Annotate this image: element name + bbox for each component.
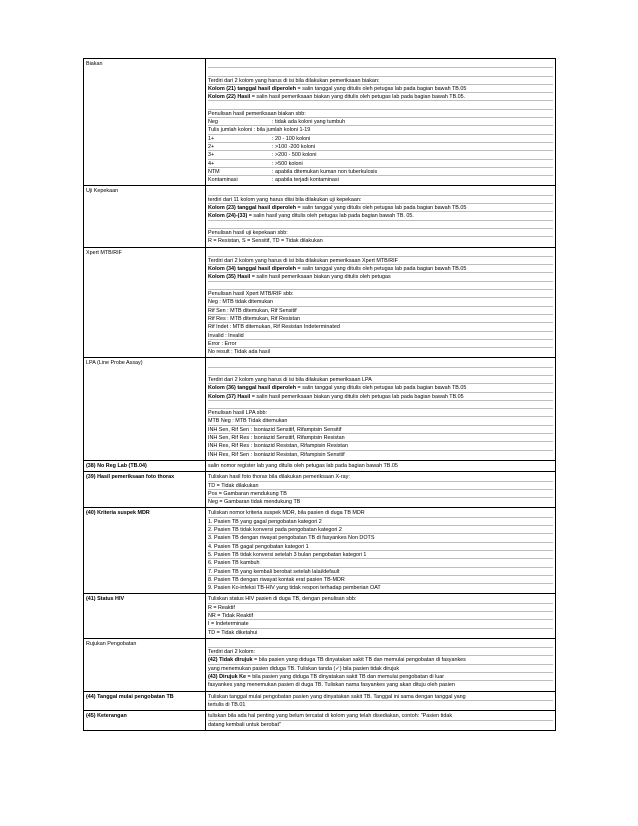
description-line (208, 160, 553, 168)
line-text: Tuliskan nomor kriteria suspek MDR, bila pasien di duga TB MDR (208, 510, 365, 517)
column-reference: Kolom (21) tanggal hasil diperoleh (208, 85, 297, 92)
line-text: Tuliskan tanggal mulai pengobatan pasien yang dinyatakan sakit TB. Tanggal ini sama dengan tanggal yang (208, 693, 466, 700)
description-line (208, 151, 553, 159)
description-line (208, 229, 553, 237)
line-text: Penulisan hasil pemeriksaan biakan sbb: (208, 110, 306, 117)
description-line (208, 434, 553, 442)
line-text: = salin hasil pemeriksaan biakan yang ditulis oleh petugas lab pada bagian bawah TB.05 (250, 393, 464, 400)
description-line (208, 126, 553, 134)
line-text: Neg = Gambaran tidak mendukung TB (208, 499, 301, 506)
table-row (83, 711, 556, 731)
table-row (83, 594, 556, 638)
description-line (208, 665, 553, 673)
description-line (208, 298, 553, 306)
line-text: fasyankes yang menemukan pasien di duga TB. Tuliskan nama fasyankes yang akan dituju oleh pasien (208, 682, 455, 689)
line-text: : >500 koloni (272, 160, 303, 167)
description-line (208, 176, 553, 184)
line-text: TD = Tidak diketahui (208, 629, 258, 636)
description-line (208, 143, 553, 151)
description-line (208, 559, 553, 567)
line-text: Tuliskan status HIV pasien di duga TB, dengan penulisan sbb: (208, 596, 357, 603)
table-row (83, 358, 556, 461)
line-text: 1. Pasien TB yang gagal pengobatan kategori 2 (208, 518, 322, 525)
description-line (208, 135, 553, 143)
line-text: tertulis di TB.01 (208, 701, 246, 708)
table-row (83, 461, 556, 472)
table-row (83, 639, 556, 692)
line-text: = salin tanggal yang ditulis oleh petugas lab pada bagian bawah TB.05 (296, 385, 467, 392)
description-line (208, 629, 553, 637)
line-text: : apabila ditemukan kuman non tuberkulosis (272, 168, 378, 175)
row-description (206, 594, 555, 637)
line-text: 3. Pasien TB dengan riwayat pengobatan TB di fasyankes Non DOTS (208, 535, 375, 542)
row-label: LPA (Line Probe Assay) (84, 358, 206, 460)
description-line (208, 551, 553, 559)
description-line (208, 93, 553, 101)
description-line (208, 315, 553, 323)
column-reference: (43) Dirujuk Ke (208, 674, 247, 681)
result-code: 2+ (208, 143, 215, 150)
description-line (208, 212, 553, 220)
column-reference: Kolom (24)-(33) (208, 213, 248, 220)
line-text: 9. Pasien Ko-infeksi TB-HIV yang tidak respon terhadap pemberian OAT (208, 585, 381, 592)
description-line (208, 196, 553, 204)
row-label: Biakan (84, 59, 206, 185)
row-description (206, 711, 555, 730)
line-text: : 20 - 100 koloni (272, 135, 311, 142)
column-reference: Kolom (36) tanggal hasil diperoleh (208, 385, 297, 392)
description-line (208, 673, 553, 681)
description-line (208, 584, 553, 592)
line-text: Terdiri dari 2 kolom yang harus di isi bila dilakukan pemeriksaan LPA (208, 376, 372, 383)
description-line (208, 221, 553, 229)
description-line (208, 340, 553, 348)
line-text: : >200 - 500 koloni (272, 152, 317, 159)
column-reference: Kolom (23) tanggal hasil diperoleh (208, 205, 297, 212)
line-text: Neg : MTB tidak ditemukan (208, 299, 274, 306)
column-reference: Kolom (35) Hasil (208, 274, 251, 281)
line-text: = salin hasil yang ditulis oleh petugas lab pada bagian bawah TB. 05. (247, 213, 414, 220)
line-text: R = Reaktif (208, 604, 235, 611)
row-label: Xpert MTB/RIF (84, 248, 206, 358)
line-text: INH Sen, Rif Sen : Isoniazid Sensitif, Rifampisin Sensitif (208, 426, 342, 433)
row-label: (40) Kriteria suspek MDR (84, 508, 206, 593)
line-text: Penulisan hasil LPA sbb: (208, 410, 267, 417)
line-text: : tidak ada koloni yang tumbuh (272, 119, 346, 126)
line-text: Terdiri dari 2 kolom yang harus di isi bila dilakukan pemeriksaan Xpert MTB/RIF (208, 257, 398, 264)
description-line (208, 656, 553, 664)
row-description (206, 59, 555, 185)
row-description (206, 461, 555, 471)
row-label: (39) Hasil pemeriksaan foto thorax (84, 472, 206, 507)
description-line (208, 612, 553, 620)
result-code: 4+ (208, 160, 215, 167)
description-line (208, 426, 553, 434)
table-row (83, 186, 556, 247)
description-line (208, 307, 553, 315)
description-line (208, 568, 553, 576)
result-code: 3+ (208, 152, 215, 159)
description-line (208, 526, 553, 534)
description-line (208, 101, 553, 109)
description-line (208, 712, 553, 720)
line-text: 6. Pasien TB kambuh (208, 560, 260, 567)
blank-line (208, 359, 553, 367)
column-reference: (42) Tidak dirujuk (208, 657, 253, 664)
line-text: No result : Tidak ada hasil (208, 349, 271, 356)
description-line (208, 701, 553, 709)
blank-line (208, 68, 553, 76)
description-line (208, 534, 553, 542)
blank-line (208, 249, 553, 257)
column-reference: Kolom (37) Hasil (208, 393, 251, 400)
line-text: INH Sen, Rif Res : Isoniazid Sensitif, Rifampisin Resistan (208, 435, 345, 442)
description-line (208, 348, 553, 356)
description-line (208, 490, 553, 498)
line-text: Rif Sen : MTB ditemukan, Rif Sensitif (208, 307, 297, 314)
column-reference: Kolom (22) Hasil (208, 94, 251, 101)
table-row (83, 58, 556, 186)
line-text: tuliskan bila ada hal penting yang belum tercatat di kolom yang telah disediakan, contoh: "Pasien tidak (208, 713, 453, 720)
blank-line (208, 368, 553, 376)
line-text: : >100 -200 koloni (272, 143, 316, 150)
line-text: terdiri dari 11 kolom yang harus diisi bila dilakukan uji kepekaan: (208, 196, 362, 203)
line-text: 2. Pasien TB tidak konversi pada pengobatan kategori 2 (208, 527, 342, 534)
description-line (208, 482, 553, 490)
line-text: INH Res, Rif Sen : Isoniazid Resistan, Rifampisin Sensitif (208, 451, 345, 458)
line-text: = salin hasil pemeriksaan biakan yang ditulis oleh petugas (250, 274, 391, 281)
line-text: Tulis jumlah koloni : bila jumlah koloni 1-19 (208, 127, 311, 134)
column-reference: Kolom (34) tanggal hasil diperoleh (208, 266, 297, 273)
result-code: Neg (208, 119, 218, 126)
description-line (208, 693, 553, 701)
row-description (206, 639, 555, 691)
description-line (208, 721, 553, 729)
line-text: datang kembali untuk berobat" (208, 721, 281, 728)
description-line (208, 576, 553, 584)
line-text: Invalid : Invalid (208, 332, 244, 339)
blank-line (208, 60, 553, 68)
description-line (208, 204, 553, 212)
row-label: (41) Status HIV (84, 594, 206, 637)
line-text: INH Res, Rif Res : Isoniazid Resistan, Rifampisin Resistan (208, 443, 348, 450)
line-text: Error : Error (208, 340, 237, 347)
description-line (208, 273, 553, 281)
result-code: Kontaminasi (208, 177, 238, 184)
line-text: 4. Pasien TB gagal pengobatan kategori 1 (208, 543, 309, 550)
description-line (208, 118, 553, 126)
line-text: = bila pasien yang diduga TB dinyatakan sakit TB dan memulai pengobatan di luar (246, 674, 445, 681)
table-row (83, 472, 556, 508)
line-text: = salin tanggal yang ditulis oleh petugas lab pada bagian bawah TB.05 (296, 85, 467, 92)
description-line (208, 518, 553, 526)
row-label: Uji Kepekaan (84, 186, 206, 246)
blank-line (208, 187, 553, 195)
description-line (208, 323, 553, 331)
description-line (208, 77, 553, 85)
description-line (208, 393, 553, 401)
line-text: TD = Tidak dilakukan (208, 482, 259, 489)
description-line (208, 282, 553, 290)
result-code: NTM (208, 168, 220, 175)
description-line (208, 384, 553, 392)
description-line (208, 332, 553, 340)
row-label: (44) Tanggal mulai pengobatan TB (84, 692, 206, 711)
line-text: Tuliskan hasil foto thorax bila dilakukan pemeriksaan X-ray: (208, 474, 350, 481)
description-line (208, 595, 553, 603)
result-code: 1+ (208, 135, 215, 142)
row-description (206, 692, 555, 711)
line-text: = bila pasien yang diduga TB dinyatakan sakit TB dan memulai pengobatan di fasyankes (252, 657, 466, 664)
description-line (208, 509, 553, 517)
table-row (83, 248, 556, 359)
line-text: yang menemukan pasien diduga TB. Tuliskan tanda (✓) bila pasien tidak dirujuk (208, 665, 400, 672)
description-line (208, 168, 553, 176)
line-text: R = Resistan, S = Sensitif, TD = Tidak dilakukan (208, 238, 323, 245)
description-line (208, 620, 553, 628)
description-line (208, 648, 553, 656)
description-line (208, 110, 553, 118)
line-text: 7. Pasien TB yang kembali berobat setelah lalai/default (208, 568, 340, 575)
row-label: Rujukan Pengobatan (84, 639, 206, 691)
description-line (208, 681, 553, 689)
description-line (208, 498, 553, 506)
table-row (83, 692, 556, 712)
line-text: Pos = Gambaran mendukung TB (208, 490, 287, 497)
line-text: Terdiri dari 2 kolom yang harus di isi bila dilakukan pemeriksaan biakan: (208, 77, 380, 84)
description-line (208, 237, 553, 245)
line-text: Rif Indet : MTB ditemukan, Rif Resistan Indeterminated (208, 324, 340, 331)
description-line (208, 462, 553, 470)
description-line (208, 442, 553, 450)
line-text: Penulisan hasil uji kepekaan sbb: (208, 229, 288, 236)
description-line (208, 85, 553, 93)
row-label: (38) No Reg Lab (TB.04) (84, 461, 206, 471)
line-text: = salin tanggal yang ditulis oleh petugas lab pada bagian bawah TB.05 (296, 266, 467, 273)
row-label: (45) Keterangan (84, 711, 206, 730)
line-text: I = Indeterminate (208, 621, 249, 628)
line-text: NR = Tidak Reaktif (208, 613, 254, 619)
row-description (206, 186, 555, 246)
line-text: MTB Neg : MTB Tidak ditemukan (208, 418, 288, 425)
line-text: Terdiri dari 2 kolom: (208, 649, 256, 656)
description-line (208, 401, 553, 409)
description-line (208, 604, 553, 612)
description-line (208, 265, 553, 273)
line-text: 8. Pasien TB dengan riwayat kontak erat pasien TB-MDR (208, 576, 345, 583)
description-line (208, 417, 553, 425)
line-text: Rif Res : MTB ditemukan, Rif Resistan (208, 315, 300, 322)
row-description (206, 248, 555, 358)
instruction-table (83, 58, 556, 731)
line-text: salin nomor register lab yang ditulis oleh petugas lab pada bagian bawah TB.05 (208, 462, 398, 469)
row-description (206, 508, 555, 593)
table-row (83, 508, 556, 594)
line-text: = salin tanggal yang ditulis oleh petugas lab pada bagian bawah TB.05 (296, 205, 467, 212)
line-text: Penulisan hasil Xpert MTB/RIF sbb: (208, 291, 294, 298)
line-text: = salin hasil pemeriksaan biakan yang ditulis oleh petugas lab pada bagian bawah TB.05. (250, 94, 466, 101)
description-line (208, 451, 553, 459)
description-line (208, 290, 553, 298)
description-line (208, 409, 553, 417)
description-line (208, 257, 553, 265)
blank-line (208, 640, 553, 648)
description-line (208, 376, 553, 384)
description-line (208, 543, 553, 551)
row-description (206, 472, 555, 507)
row-description (206, 358, 555, 460)
line-text: : apabila terjadi kontaminasi (272, 177, 339, 184)
description-line (208, 473, 553, 481)
line-text: 5. Pasien TB tidak konversi setelah 3 bulan pengobatan kategori 1 (208, 551, 367, 558)
